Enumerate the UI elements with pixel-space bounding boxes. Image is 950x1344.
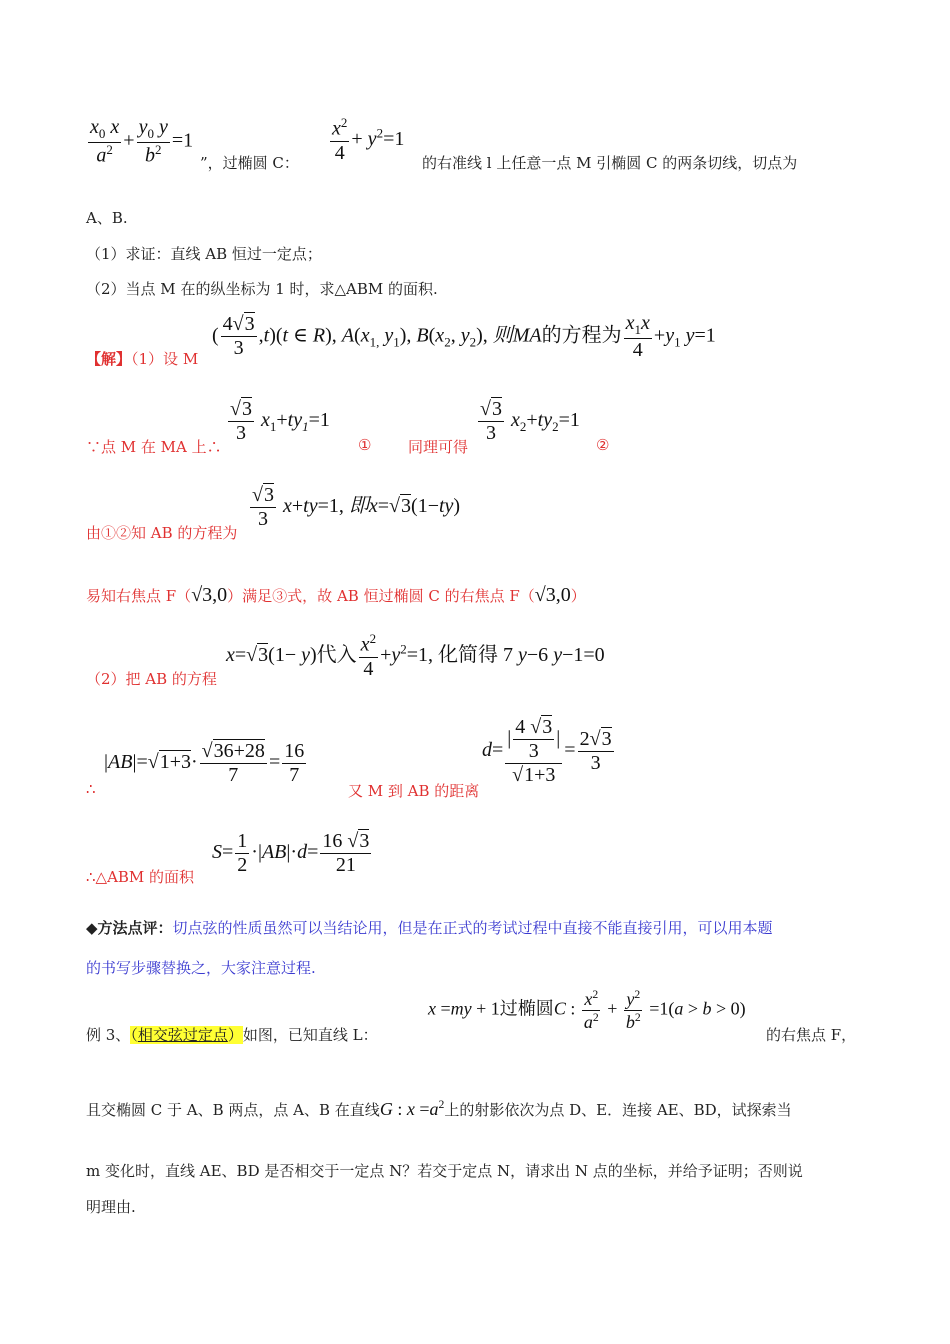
solution-step6-mid: 又 M 到 AB 的距离 bbox=[348, 782, 480, 800]
solution-step7-formula: S= $\frac{1}{2}$ ·|AB|·d= $\frac{16 √3}{21}$ bbox=[212, 830, 370, 876]
equation-mark-2: ② bbox=[596, 436, 610, 454]
solution-step2-mid: 同理可得 bbox=[408, 438, 469, 456]
example3-line4: 明理由. bbox=[86, 1198, 136, 1216]
example3-line1: 例 3、（相交弦过定点）如图，已知直线 L： bbox=[86, 1026, 378, 1044]
solution-step6-formula2: d= | $\frac{4 √3}{3}$ | √1+3 = $\frac{2√3}{3}$ bbox=[482, 716, 612, 786]
example3-formula: x =my + 1过椭圆C : $\frac{x^2}{a^2}$ + $\frac{y^2}{b^2}$ =1(a > b > 0) bbox=[428, 988, 746, 1032]
tangent-line-formula: $\frac{x_0 x}{a^2}$ + $\frac{y_0 y}{b^2}$ =1 bbox=[90, 116, 194, 167]
question-2: （2）当点 M 在的纵坐标为 1 时，求△ABM 的面积. bbox=[86, 280, 438, 298]
solution-step5-formula: x=√3(1− y)代入 $\frac{x^2}{4}$ $+y^2=1$, 化简得 7 y−6 y−1=0 bbox=[226, 631, 605, 680]
line-g-formula: G : $x =a^2$ bbox=[379, 1098, 445, 1119]
solution-step1-prefix: 【解】（1）设 M bbox=[86, 350, 199, 368]
equation-mark-1: ① bbox=[358, 436, 372, 454]
solution-step4: 易知右焦点 F（√3,0）满足③式，故 AB 恒过椭圆 C 的右焦点 F（√3,0） bbox=[86, 584, 586, 606]
solution-step7-prefix: ∴△ABM 的面积 bbox=[86, 868, 195, 886]
example3-tag: （相交弦过定点） bbox=[130, 1026, 243, 1044]
solution-label: 【解】 bbox=[86, 350, 132, 368]
solution-step3-formula: $\frac{√3}{3}$ x+ty=1, 即x=√3(1−ty) bbox=[252, 484, 461, 530]
solution-step5-prefix: （2）把 AB 的方程 bbox=[86, 670, 217, 688]
solution-step2-formula2: $\frac{√3}{3}$ $x_2+ty_2=1$ bbox=[480, 398, 580, 444]
solution-step1-formula: ( $\frac{4√3}{3}$ ,t)(t ∈ R), $A(x_{1,}$ $y_1$), $B(x_2$, $y_2$), 则MA的方程为 $\frac{x_1x}{4}$ $+y_1$ y=1 bbox=[212, 312, 716, 361]
solution-step2-prefix: ∵点 M 在 MA 上∴ bbox=[86, 438, 222, 456]
solution-step6-prefix: ∴ bbox=[86, 780, 96, 798]
method-review-label: ◆方法点评： bbox=[86, 919, 173, 937]
quote-close-text: ”，过椭圆 C： bbox=[200, 154, 299, 172]
solution-step6-formula: |AB|=√1+3· $\frac{√36+28}{7}$ = $\frac{16}{7}$ bbox=[104, 740, 305, 786]
question-1: （1）求证：直线 AB 恒过一定点； bbox=[86, 245, 322, 263]
method-review-line1: ◆方法点评：切点弦的性质虽然可以当结论用，但是在正式的考试过程中直接不能直接引用，可以用本题 bbox=[86, 919, 773, 937]
method-review-line2: 的书写步骤替换之，大家注意过程. bbox=[86, 959, 316, 977]
solution-step2-formula: $\frac{√3}{3}$ $x_1+ty_1=1$ bbox=[230, 398, 330, 444]
focus-point-2: √3,0 bbox=[534, 584, 571, 606]
focus-point-1: √3,0 bbox=[191, 584, 228, 606]
example3-line3: m 变化时，直线 AE、BD 是否相交于一定点 N？若交于定点 N，请求出 N 点的坐标，并给予证明；否则说 bbox=[86, 1162, 803, 1180]
problem-line2: A、B. bbox=[86, 209, 128, 227]
example3-tail1: 的右焦点 F， bbox=[766, 1026, 857, 1044]
problem-line1-tail: 的右准线 l 上任意一点 M 引椭圆 C 的两条切线，切点为 bbox=[422, 154, 798, 172]
ellipse-formula: $\frac{x^2}{4}$ + $y^2=1$ bbox=[332, 115, 405, 164]
solution-step3-prefix: 由①②知 AB 的方程为 bbox=[86, 524, 238, 542]
example3-line2: 且交椭圆 C 于 A、B 两点，点 A、B 在直线G : $x =a^2$上的射影依次为点 D、E．连接 AE、BD，试探索当 bbox=[86, 1098, 792, 1119]
